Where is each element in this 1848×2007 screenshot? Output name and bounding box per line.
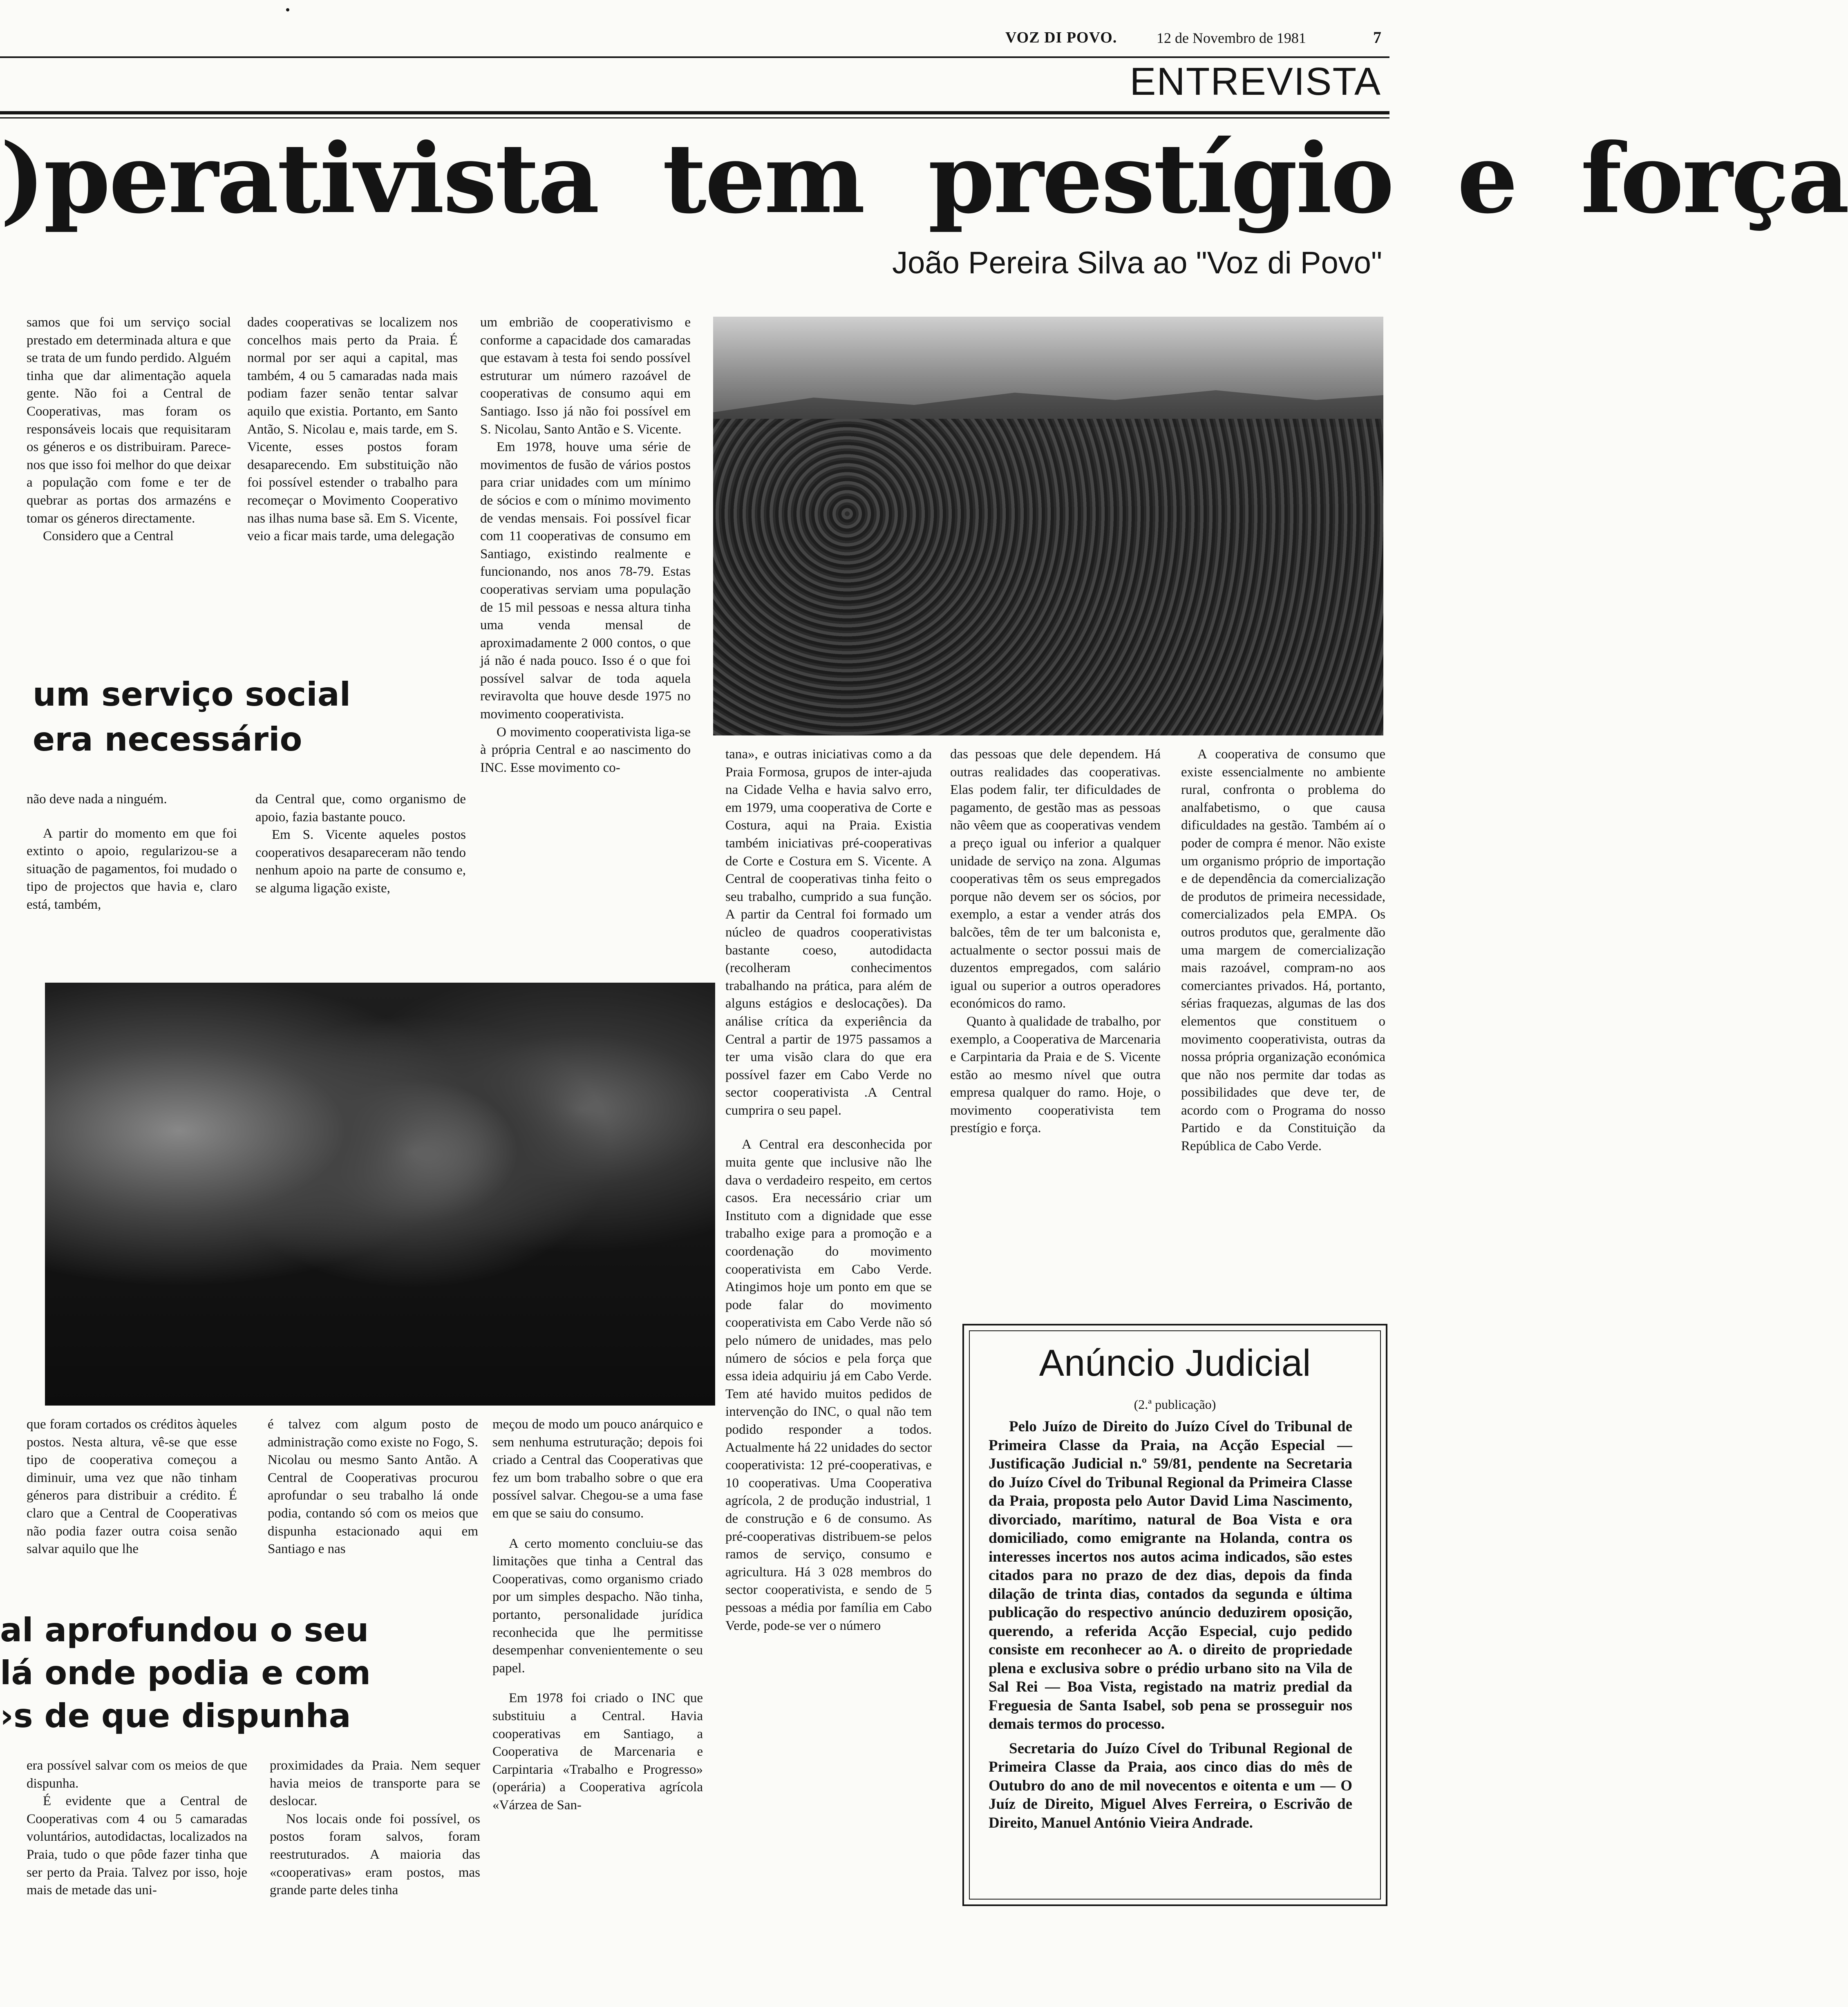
section-rule-thick (0, 111, 1389, 114)
column-1-top (27, 314, 231, 641)
byline: João Pereira Silva ao "Voz di Povo" (892, 246, 1382, 280)
paragraph: Quanto à qualidade de trabalho, por exemplo, a Cooperativa de Marcenaria e Carpintaria da Praia e de S. Vicente estão ao mesmo nível que outra empresa qualquer do ramo. Hoje, o movimento cooperativista tem prestígio e força. (950, 1014, 1161, 1136)
column-1-bottom (27, 1757, 247, 1978)
notice-paragraph: Secretaria do Juízo Cível do Tribunal Regional de Primeira Classe da Praia, aos cinco dias do mês de Outubro do ano de mil novecentos e oitenta e um — O Juíz de Direito, Miguel Alves Ferreira, o Escrivão de Direito, Manuel António Vieira Andrade. (989, 1740, 1352, 1831)
issue-date: 12 de Novembro de 1981 (1157, 30, 1306, 46)
paragraph: dades cooperativas se localizem nos concelhos mais perto da Praia. É normal por ser aqui a capital, mas também, 4 ou 5 camaradas nada mais podiam fazer senão tentar salvar aquilo que existia. Portanto, em Santo Antão, S. Nicolau e, mais tarde, em S. Vicente, esses postos foram desaparecendo. Em substituição não foi possível estender o trabalho para recomeçar o Movimento Cooperativo nas ilhas numa base sã. Em S. Vicente, veio a ficar mais tarde, uma delegação (247, 315, 458, 544)
column-5-mid (950, 746, 1161, 1318)
paragraph: não deve nada a ninguém. (27, 792, 167, 807)
column-4-mid (725, 746, 932, 1882)
notice-title: Anúncio Judicial (1039, 1342, 1311, 1384)
paragraph: samos que foi um serviço social prestado em determinada altura e que se trata de um fundo perdido. Alguém tinha que dar alimentação aquela gente. Não foi a Central de Cooperativas, mas foram os responsáveis locais que requisitaram os géneros e os distribuiram. Parece-nos que isso foi melhor do que deixar a população com fome e ter de quebrar as portas dos armazéns e tomar os géneros directamente. (27, 315, 231, 526)
column-6-mid (1181, 746, 1385, 1318)
paragraph: Nos locais onde foi possível, os postos foram salvos, foram reestruturados. A maioria das «cooperativas» eram postos, mas grande parte deles tinha (270, 1811, 480, 1898)
notice-subtitle: (2.ª publicação) (1134, 1397, 1216, 1412)
paragraph: A certo momento concluiu-se das limitações que tinha a Central das Cooperativas, como organismo criado por um simples despacho. Não tinha, portanto, personalidade jurídica reconhecida que lhe permitisse desempenhar convenientemente o seu papel. (492, 1536, 703, 1676)
paragraph: um embrião de cooperativismo e conforme a capacidade dos camaradas que estavam à testa foi sendo possível estruturar um número razoável de cooperativas de consumo aqui em Santiago. Isso já não foi possível em S. Nicolau, Santo Antão e S. Vicente. (480, 315, 691, 437)
newspaper-name: VOZ DI POVO. (1005, 29, 1117, 46)
seated-men-photo (45, 983, 715, 1406)
pullquote-line: um serviço social (33, 675, 351, 713)
paragraph: Em S. Vicente aqueles postos cooperativos desapareceram não tendo nenhum apoio na parte de consumo e, se alguma ligação existe, (255, 827, 466, 896)
paragraph: A Central era desconhecida por muita gente que inclusive não lhe dava o verdadeiro respeito, em certos casos. Era necessário criar um Instituto com a dignidade que esse trabalho exige para a promoção e a coordenação do movimento cooperativista em Cabo Verde. Atingimos hoje um ponto em que se pode falar do movimento cooperativista em Cabo Verde não só pelo número de unidades, mas pelo número de sócios e pela força que essa ideia adquiriu já em Cabo Verde. Tem até havido muitos pedidos de intervenção do INC, o qual não tem podido responder a todos. Actualmente há 22 unidades do sector cooperativista: 12 pré-cooperativas, e 10 cooperativas. Uma Cooperativa agrícola, 2 de produção industrial, 1 de construção e 6 de consumo. As pré-cooperativas distribuem-se pelos ramos de serviço, consumo e agricultura. Há 3 028 membros do sector cooperativista, e sendo de 5 pessoas a média por família em Cabo Verde, pode-se ver o número (725, 1137, 932, 1633)
paragraph: É evidente que a Central de Cooperativas com 4 ou 5 camaradas voluntários, autodidactas, localizados na Praia, tudo o que pôde fazer tinha que ser perto da Praia. Talvez por isso, hoje mais de metade das uni- (27, 1794, 247, 1898)
notice-body (989, 1417, 1352, 1832)
page-number: 7 (1373, 28, 1381, 47)
column-2-mid (255, 791, 466, 954)
pullquote-line: al aprofundou o seu (0, 1611, 369, 1649)
section-rule-thin (0, 117, 1389, 118)
column-1-low (27, 1416, 237, 1596)
paragraph: é talvez com algum posto de administração como existe no Fogo, S. Nicolau ou mesmo Santo Antão. A Central de Cooperativas procurou aprofundar o seu trabalho lá onde podia, contando só com os meios que dispunha estacionado aqui em Santiago e nas (268, 1417, 478, 1557)
column-2-low (268, 1416, 478, 1596)
pullquote-line: lá onde podia e com (0, 1654, 371, 1692)
column-2-bottom (270, 1757, 480, 1978)
paragraph: das pessoas que dele dependem. Há outras realidades das cooperativas. Elas podem falir, ter dificuldades de pagamento, de gestão mas as pessoas não vêem que as cooperativas vendem a preço igual ou inferior a qualquer unidade de serviço na zona. Algumas cooperativas têm os seus empregados porque não devem ser os sócios, por exemplo, a estar a vender atrás dos balcões, têm de ter um balconista e, actualmente o sector possui mais de duzentos empregados, com salário igual ou superior a outros operadores económicos do ramo. (950, 747, 1161, 1011)
top-rule (0, 56, 1389, 58)
pullquote-line: era necessário (33, 720, 302, 758)
paragraph: Em 1978, houve uma série de movimentos de fusão de vários postos para criar unidades com um mínimo de sócios e com o mínimo movimento de vendas mensais. Foi possível ficar com 11 cooperativas de consumo em Santiago, existindo realmente e funcionando, nos anos 78-79. Estas cooperativas serviam uma população de 15 mil pessoas e nessa altura tinha uma venda mensal de aproximadamente 2 000 contos, o que já não é nada pouco. Isso é o que foi possível salvar de toda aquela reviravolta que houve desde 1975 no movimento cooperativista. (480, 440, 691, 722)
paragraph: A partir do momento em que foi extinto o apoio, regularizou-se a situação de pagamentos, foi mudado o tipo de projectos que havia e, claro está, também, (27, 826, 237, 912)
paragraph: Em 1978 foi criado o INC que substituiu a Central. Havia cooperativas em Santiago, a Cooperativa de Marcenaria e Carpintaria «Trabalho e Progresso» (operária) a Cooperativa agrícola «Várzea de San- (492, 1691, 703, 1813)
paragraph: era possível salvar com os meios de que dispunha. (27, 1758, 247, 1791)
paragraph: O movimento cooperativista liga-se à própria Central e ao nascimento do INC. Esse movimento co- (480, 724, 691, 775)
paragraph: Considero que a Central (43, 529, 174, 544)
paragraph: A cooperativa de consumo que existe essencialmente no ambiente rural, confronta o problema do analfabetismo, o que causa dificuldades na gestão. Também aí o poder de compra é menor. Não existe um organismo próprio de importação e de dependência da comercialização de produtos de primeira necessidade, comercializados pela EMPA. Os outros produtos que, geralmente dão uma margem de comercialização mais razoável, compram-no aos comerciantes privados. Há, portanto, sérias fraquezas, algumas de las dos elementos que constituem o movimento cooperativista, outras da nossa própria organização económica que não nos permite dar todas as possibilidades que deve ter, de acordo com o Programa do nosso Partido e da Constituição da República de Cabo Verde. (1181, 747, 1385, 1154)
column-2-top (247, 314, 458, 641)
paragraph: da Central que, como organismo de apoio, fazia bastante pouco. (255, 792, 466, 825)
field-workers-photo (713, 317, 1383, 735)
paragraph: meçou de modo um pouco anárquico e sem nenhuma estruturação; depois foi criado a Central das Cooperativas que fez um bom trabalho sobre o que era possível salvar. Chegou-se a uma fase em que se saiu do consumo. (492, 1417, 703, 1521)
column-3-top (480, 314, 691, 959)
paragraph: tana», e outras iniciativas como a da Praia Formosa, grupos de inter-ajuda na Cidade Velha e havia salvo erro, em 1979, uma cooperativa de Corte e Costura, aqui na Praia. Existia também iniciativas pré-cooperativas de Corte e Costura em S. Vicente. A Central de cooperativas tinha feito o seu trabalho, cumprido a sua função. A partir da Central foi formado um núcleo de quadros cooperativistas bastante coeso, autodidacta (recolheram conhecimentos trabalhando na prática, para além de alguns estágios e deslocações). Da análise crítica da experiência da Central a partir de 1975 passamos a ter uma visão clara do que era possível fazer em Cabo Verde no sector cooperativista .A Central cumprira o seu papel. (725, 747, 932, 1118)
column-3-low (492, 1416, 703, 1976)
pullquote-line: ›s de que dispunha (0, 1697, 351, 1735)
paragraph: que foram cortados os créditos àqueles postos. Nesta altura, vê-se que esse tipo de cooperativa começou a diminuir, uma vez que não tinham géneros para distribuir a crédito. É claro que a Central de Cooperativas não podia fazer outra coisa senão salvar aquilo que lhe (27, 1417, 237, 1557)
column-1-mid (27, 791, 237, 954)
headline: )perativista tem prestígio e força (0, 123, 1848, 235)
judicial-notice-box (962, 1324, 1387, 1906)
paragraph: proximidades da Praia. Nem sequer havia meios de transporte para se deslocar. (270, 1758, 480, 1809)
notice-paragraph: Pelo Juízo de Direito do Juízo Cível do Tribunal de Primeira Classe da Praia, na Acção Especial — Justificação Judicial n.º 59/81, pendente na Secretaria do Juízo Cível do Tribunal Regional da Primeira Classe da Praia, proposta pelo Autor David Lima Nascimento, divorciado, marítimo, natural de Boa Vista e ora domiciliado, como emigrante na Holanda, contra os interesses incertos nos autos acima indicados, são estes citados para no prazo de dez dias, depois da finda dilação de trinta dias, contados da segunda e última publicação do respectivo anúncio deduzirem oposição, querendo, a referida Acção Especial, cujo pedido consiste em reconhecer ao A. o direito de propriedade plena e exclusiva sobre o prédio urbano sito na Vila de Sal Rei — Boa Vista, registado na matriz predial da Freguesia de Santa Isabel, sob pena se prosseguir nos demais termos do processo. (989, 1418, 1352, 1732)
photo-crops (713, 419, 1383, 735)
print-dot (286, 8, 289, 11)
section-label: ENTREVISTA (1130, 60, 1381, 103)
